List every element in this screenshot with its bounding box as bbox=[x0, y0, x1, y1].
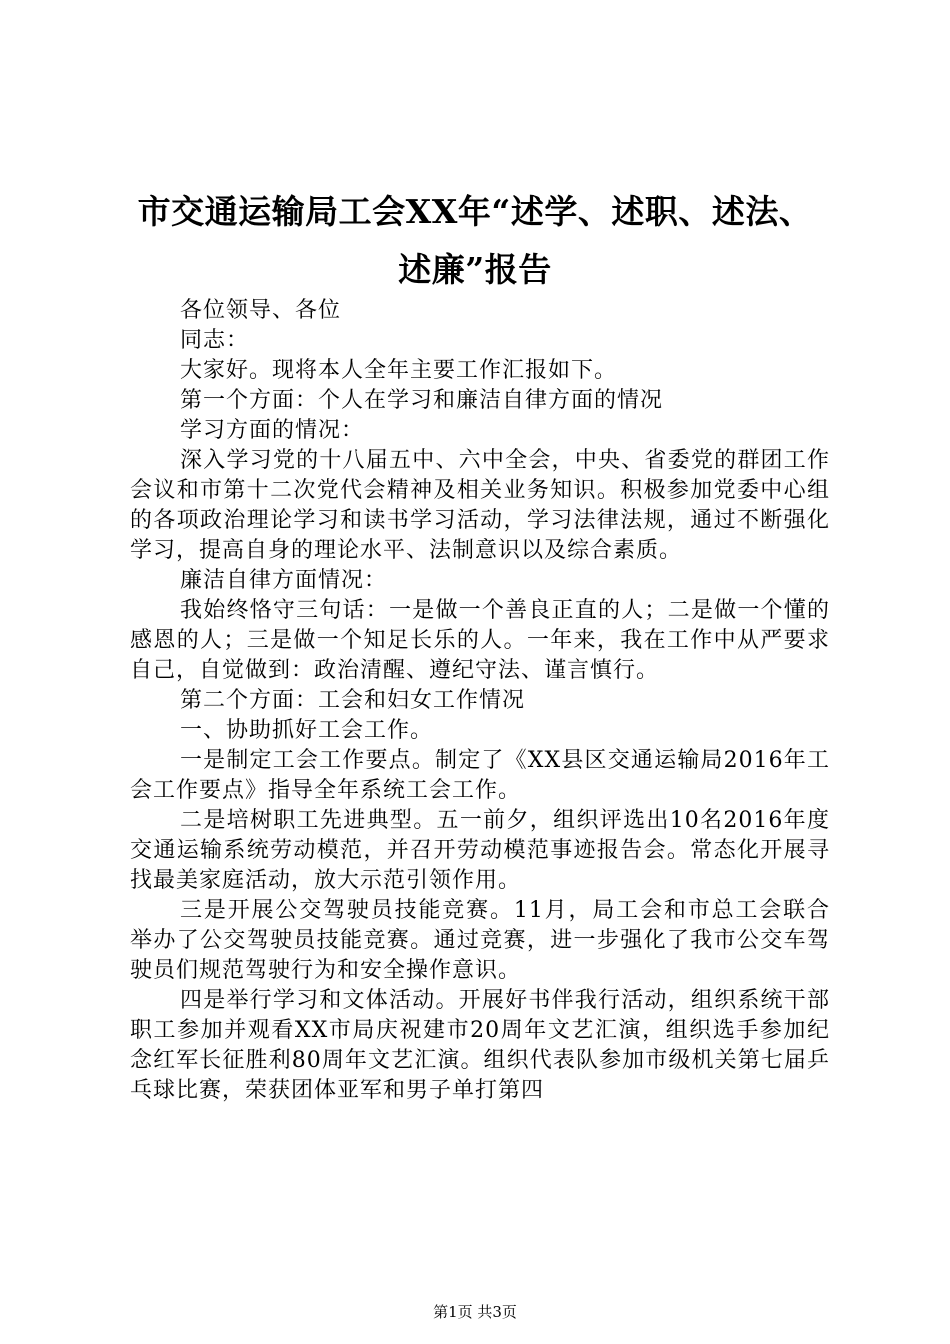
subheading-integrity: 廉洁自律方面情况： bbox=[180, 568, 388, 593]
document-body bbox=[130, 296, 830, 1106]
page-footer: 第1页 共3页 bbox=[433, 1303, 517, 1321]
subheading-study: 学习方面的情况： bbox=[180, 418, 365, 443]
union-work-item-2: 二是培树职工先进典型。五一前夕，组织评选出10名2016年度交通运输系统劳动模范，并召开劳动模范事迹报告会。常态化开展寻找最美家庭活动，放大示范引领作用。 bbox=[130, 808, 830, 893]
section-heading-2: 第二个方面：工会和妇女工作情况 bbox=[180, 688, 526, 713]
integrity-paragraph: 我始终恪守三句话：一是做一个善良正直的人；二是做一个懂的感恩的人；三是做一个知足长乐的人。一年来，我在工作中从严要求自己，自觉做到：政治清醒、遵纪守法、谨言慎行。 bbox=[130, 598, 830, 683]
salutation-line-2: 同志： bbox=[180, 328, 250, 353]
section-heading-1: 第一个方面：个人在学习和廉洁自律方面的情况 bbox=[180, 388, 664, 413]
union-work-item-1: 一是制定工会工作要点。制定了《XX县区交通运输局2016年工会工作要点》指导全年系统工会工作。 bbox=[130, 748, 830, 803]
document-title-line-2: 述廉”报告 bbox=[398, 250, 552, 289]
union-work-item-3: 三是开展公交驾驶员技能竞赛。11月，局工会和市总工会联合举办了公交驾驶员技能竞赛。通过竞赛，进一步强化了我市公交车驾驶员们规范驾驶行为和安全操作意识。 bbox=[130, 898, 830, 983]
document-title-line-1: 市交通运输局工会XX年“述学、述职、述法、 bbox=[137, 192, 813, 231]
subheading-union-work: 一、协助抓好工会工作。 bbox=[180, 718, 434, 743]
greeting-paragraph: 大家好。现将本人全年主要工作汇报如下。 bbox=[180, 358, 618, 383]
union-work-item-4: 四是举行学习和文体活动。开展好书伴我行活动，组织系统干部职工参加并观看XX市局庆祝建市20周年文艺汇演，组织选手参加纪念红军长征胜利80周年文艺汇演。组织代表队参加市级机关第七届乒乓球比赛，荣获团体亚军和男子单打第四 bbox=[130, 988, 830, 1103]
study-paragraph: 深入学习党的十八届五中、六中全会，中央、省委党的群团工作会议和市第十二次党代会精神及相关业务知识。积极参加党委中心组的各项政治理论学习和读书学习活动，学习法律法规，通过不断强化学习，提高自身的理论水平、法制意识以及综合素质。 bbox=[130, 448, 830, 563]
salutation-line-1: 各位领导、各位 bbox=[180, 298, 342, 323]
